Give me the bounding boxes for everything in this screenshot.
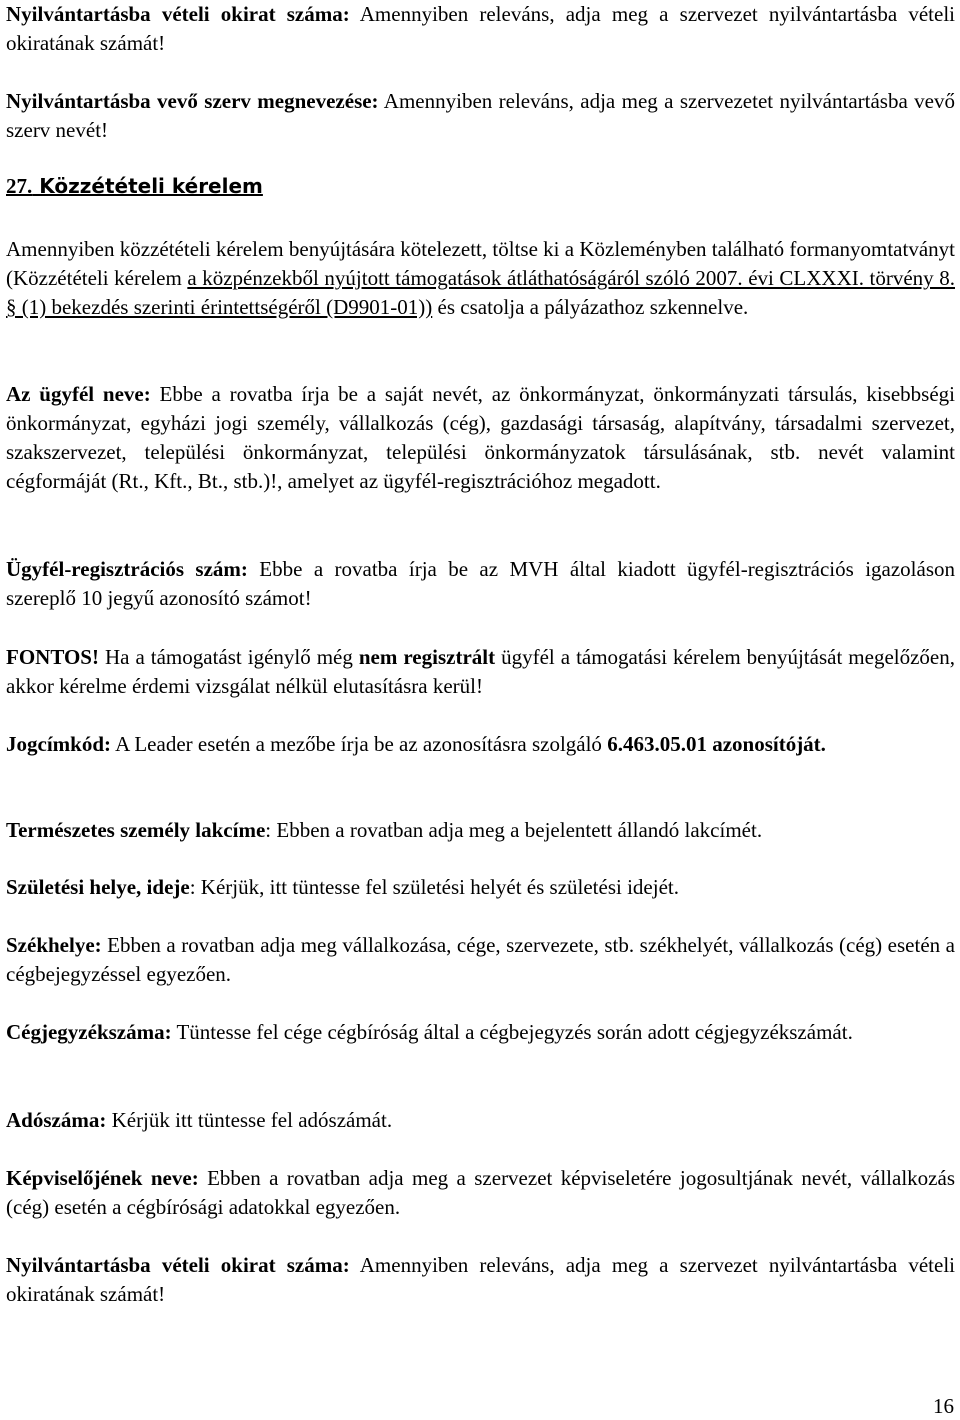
term-label: Cégjegyzékszáma: [6,1020,172,1044]
term-description: Ebbe a rovatba írja be az MVH által kiadott ügyfél-regisztrációs igazoláson szereplő 10 jegyű azonosító számot! [6,557,955,610]
paragraph-important-notice [6,643,955,701]
term-description: A Leader esetén a mezőbe írja be az azonosításra szolgáló [111,732,608,756]
term-description: Ebben a rovatban adja meg a szervezet képviseletére jogosultjának nevét, vállalkozás (cég) esetén a cégbírósági adatokkal egyezően. [6,1166,955,1219]
term-label: FONTOS! [6,645,99,669]
section-title: Közzétételi kérelem [32,174,263,198]
paragraph-title-code [6,730,955,759]
term-label: Az ügyfél neve: [6,382,151,406]
paragraph-text: Amennyiben közzétételi kérelem benyújtására kötelezett, töltse ki a Közleményben található formanyomtatványt (Közzétételi kérelem [6,237,955,290]
paragraph-tax-number [6,1106,955,1135]
paragraph-client-registration-number [6,555,955,613]
paragraph-headquarters [6,931,955,989]
section-number: 27. [6,174,33,198]
term-description: : Ebben a rovatban adja meg a bejelentett állandó lakcímét. [265,818,763,842]
term-label: Adószáma: [6,1108,107,1132]
term-description: Ebben a rovatban adja meg vállalkozása, cége, szervezete, stb. székhelyét, vállalkozás (cég) esetén a cégbejegyzéssel egyezően. [6,933,955,986]
term-label: Nyilvántartásba vételi okirat száma: [6,2,350,26]
term-label: Természetes személy lakcíme [6,818,266,842]
term-description: Ebbe a rovatba írja be a saját nevét, az önkormányzat, önkormányzati társulás, kisebbségi önkormányzat, egyházi jogi személy, vállalkozás (cég), gazdasági társaság, alapítvány, társadalmi szervezet, szakszervezet, települési önkormányzat, települési önkormányzatok társulásának, stb. nevét valamint cégformáját (Rt., Kft., Bt., stb.)!, amelyet az ügyfél-regisztrációhoz megadott. [6,382,955,493]
emphasis-text: nem regisztrált [358,645,496,669]
term-description: : Kérjük, itt tüntesse fel születési helyét és születési idejét. [189,875,679,899]
paragraph-text: és csatolja a pályázathoz szkennelve. [432,295,749,319]
page-number: 16 [933,1394,954,1418]
paragraph-representative-name [6,1164,955,1222]
law-reference-link[interactable]: a közpénzekből nyújtott támogatások átláthatóságáról szóló 2007. évi CLXXXI. törvény 8. § (1) bekezdés szerinti érintettségéről (D9901-01)) [6,266,955,319]
paragraph-registration-document-number-repeat [6,1251,955,1309]
paragraph-disclosure-request [6,235,955,322]
term-label: Ügyfél-regisztrációs szám: [6,557,248,581]
term-description: Amennyiben releváns, adja meg a szervezet nyilvántartásba vételi okiratának számát! [6,2,955,55]
paragraph-natural-person-address [6,816,955,845]
paragraph-birth-place-date [6,873,955,902]
term-description: Amennyiben releváns, adja meg a szervezetet nyilvántartásba vevő szerv nevét! [6,89,956,142]
term-description: Tüntesse fel cége cégbíróság által a cégbejegyzés során adott cégjegyzékszámát. [171,1020,853,1044]
term-description: ügyfél a támogatási kérelem benyújtását megelőzően, akkor kérelme érdemi vizsgálat nélkül elutasításra kerül! [6,645,955,698]
term-description: Ha a támogatást igénylő még [98,645,359,669]
term-label: Nyilvántartásba vételi okirat száma: [6,1253,350,1277]
section-heading [6,172,263,200]
term-description: Kérjük itt tüntesse fel adószámát. [106,1108,393,1132]
term-label: Nyilvántartásba vevő szerv megnevezése: [6,89,379,113]
term-description: Amennyiben releváns, adja meg a szervezet nyilvántartásba vételi okiratának számát! [6,1253,955,1306]
paragraph-client-name [6,380,955,496]
term-label: Székhelye: [6,933,102,957]
term-label: Jogcímkód: [6,732,111,756]
paragraph-registration-document-number [6,0,955,58]
term-label: Képviselőjének neve: [6,1166,199,1190]
term-label: Születési helye, ideje [6,875,190,899]
paragraph-company-registration-number [6,1018,955,1047]
emphasis-text: 6.463.05.01 azonosítóját. [607,732,826,756]
paragraph-registering-authority [6,87,955,145]
